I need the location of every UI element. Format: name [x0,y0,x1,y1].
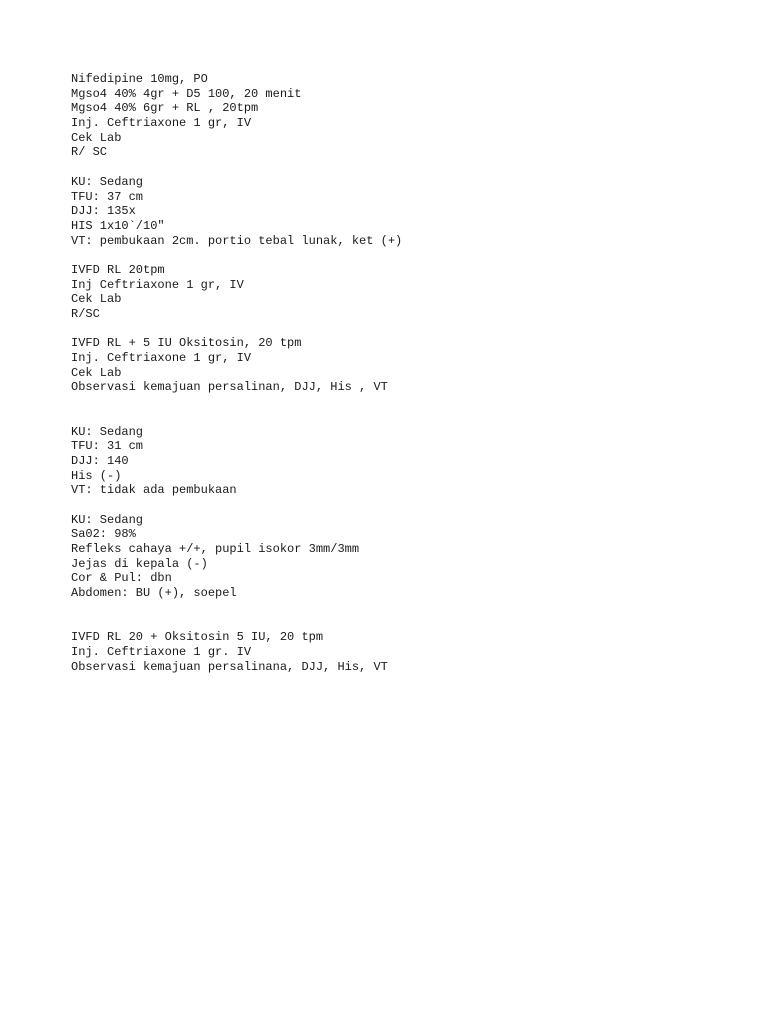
text-line: VT: tidak ada pembukaan [71,483,237,498]
blank-line [71,498,751,513]
text-line: Cek Lab [71,365,122,380]
document-body [71,72,751,674]
text-line: IVFD RL 20 + Oksitosin 5 IU, 20 tpm [71,630,324,645]
text-line: VT: pembukaan 2cm. portio tebal lunak, ket (+) [71,233,403,248]
text-line: IVFD RL + 5 IU Oksitosin, 20 tpm [71,336,302,351]
text-line: IVFD RL 20tpm [71,262,165,277]
text-line: Sa02: 98% [71,527,136,542]
text-line: DJJ: 140 [71,453,129,468]
text-line: Cor & Pul: dbn [71,571,172,586]
blank-line [71,248,751,263]
text-line: Inj. Ceftriaxone 1 gr. IV [71,644,252,659]
text-line: Mgso4 40% 6gr + RL , 20tpm [71,101,259,116]
text-line: Observasi kemajuan persalinana, DJJ, His, VT [71,659,388,674]
text-line: R/ SC [71,145,108,160]
text-line: DJJ: 135x [71,204,136,219]
text-line: Observasi kemajuan persalinan, DJJ, His , VT [71,380,388,395]
blank-line [71,601,751,616]
text-line: Refleks cahaya +/+, pupil isokor 3mm/3mm [71,542,360,556]
text-line: Cek Lab [71,292,122,307]
text-line: Abdomen: BU (+), soepel [71,586,237,601]
text-line: Mgso4 40% 4gr + D5 100, 20 menit [71,86,302,101]
text-line: TFU: 37 cm [71,189,144,204]
blank-line [71,160,751,175]
text-line: KU: Sedang [71,512,144,527]
blank-line [71,615,751,630]
text-line: HIS 1x10`/10" [71,218,165,233]
text-line: Jejas di kepala (-) [71,556,208,571]
blank-line [71,322,751,337]
text-line: Inj. Ceftriaxone 1 gr, IV [71,116,252,131]
text-line: Nifedipine 10mg, PO [71,72,208,86]
text-line: Cek Lab [71,130,122,145]
text-line: KU: Sedang [71,424,144,439]
text-line: R/SC [71,307,100,321]
text-line: TFU: 31 cm [71,439,144,454]
text-line: KU: Sedang [71,174,144,189]
text-line: Inj. Ceftriaxone 1 gr, IV [71,351,252,366]
blank-line [71,410,751,425]
blank-line [71,395,751,410]
text-line: His (-) [71,468,122,483]
text-line: Inj Ceftriaxone 1 gr, IV [71,277,244,292]
